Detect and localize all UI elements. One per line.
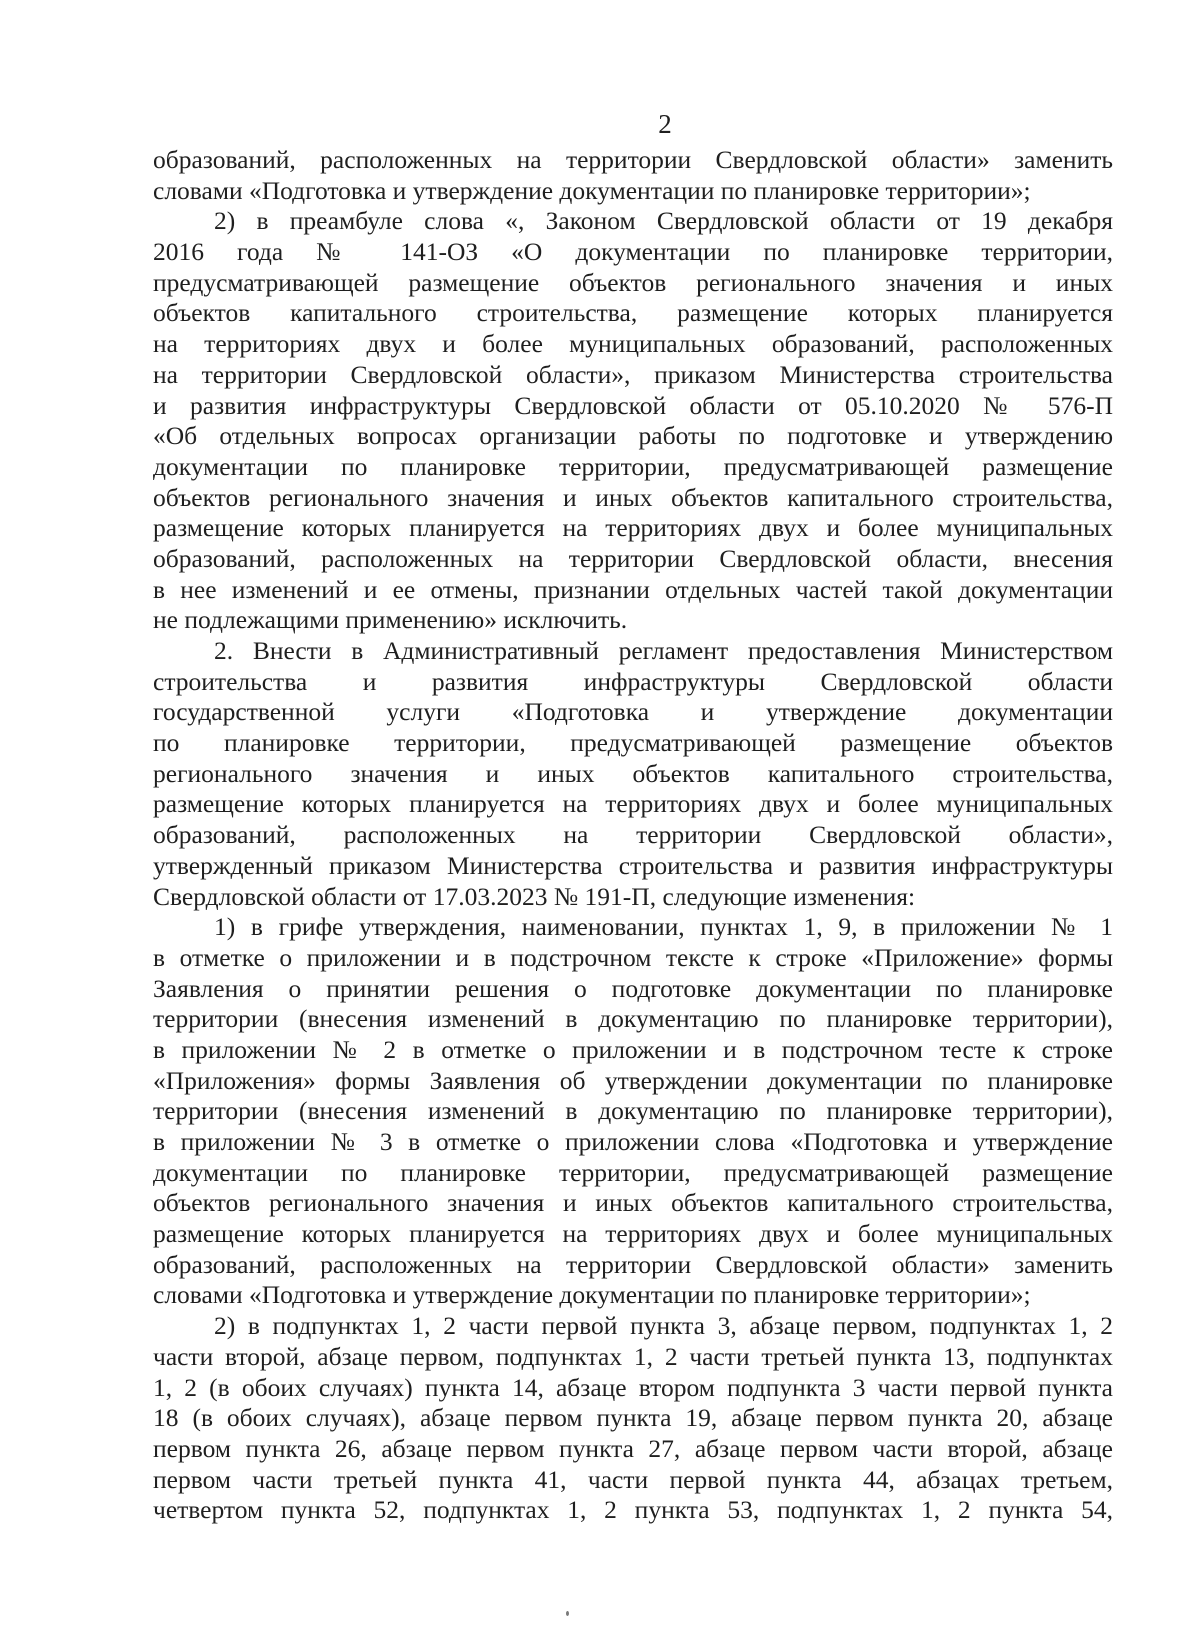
text-line: регионального значения и иных объектов капитального строительства, (153, 758, 1113, 788)
text-line: на территории Свердловской области», приказом Министерства строительства (153, 359, 1113, 389)
text-line: в приложении № 2 в отметке о приложении и в подстрочном тесте к строке (153, 1034, 1113, 1064)
text-line: в приложении № 3 в отметке о приложении слова «Подготовка и утверждение (153, 1127, 1113, 1156)
text-line: образований, расположенных на территории Свердловской области» заменить (153, 145, 1113, 174)
text-line: «Приложения» формы Заявления об утверждении документации по планировке (153, 1065, 1113, 1095)
text-line: документации по планировке территории, предусматривающей размещение (153, 451, 1113, 481)
page-number: 2 (658, 109, 672, 139)
text-line: в отметке о приложении и в подстрочном тексте к строке «Приложение» формы (153, 942, 1113, 972)
text-line: государственной услуги «Подготовка и утверждение документации (153, 697, 1113, 727)
text-line: документации по планировке территории, предусматривающей размещение (153, 1157, 1113, 1187)
text-line: образований, расположенных на территории Свердловской области, внесения (153, 543, 1113, 573)
text-line: размещение которых планируется на территориях двух и более муниципальных (153, 1219, 1113, 1249)
text-line: 1, 2 (в обоих случаях) пункта 14, абзаце втором подпункта 3 части первой пункта (153, 1372, 1113, 1402)
text-line: первом части третьей пункта 41, части первой пункта 44, абзацах третьем, (153, 1464, 1113, 1494)
text-line: 2. Внести в Административный регламент предоставления Министерством (214, 636, 1113, 665)
text-line: размещение которых планируется на территориях двух и более муниципальных (153, 789, 1113, 819)
text-line: образований, расположенных на территории Свердловской области» заменить (153, 1249, 1113, 1279)
text-line: 1) в грифе утверждения, наименовании, пунктах 1, 9, в приложении № 1 (214, 912, 1113, 942)
text-line: 2) в преамбуле слова «, Законом Свердловской области от 19 декабря (214, 206, 1113, 236)
text-line: «Об отдельных вопросах организации работы по подготовке и утверждению (153, 421, 1113, 451)
text-line: в нее изменений и ее отмены, признании отдельных частей такой документации (153, 574, 1113, 604)
text-line: части второй, абзаце первом, подпунктах 1, 2 части третьей пункта 13, подпунктах (153, 1341, 1113, 1371)
text-line: и развития инфраструктуры Свердловской области от 05.10.2020 № 576-П (153, 390, 1113, 420)
text-line: четвертом пункта 52, подпунктах 1, 2 пункта 53, подпунктах 1, 2 пункта 54, (153, 1495, 1113, 1525)
text-line: объектов капитального строительства, размещение которых планируется (153, 298, 1113, 328)
document-body (153, 145, 1113, 1526)
text-line: объектов регионального значения и иных объектов капитального строительства, (153, 482, 1113, 512)
text-line: словами «Подготовка и утверждение документации по планировке территории»; (153, 1280, 1031, 1310)
text-line: 2016 года № 141-ОЗ «О документации по планировке территории, (153, 237, 1113, 267)
text-line: не подлежащими применению» исключить. (153, 605, 628, 635)
text-line: территории (внесения изменений в документацию по планировке территории), (153, 1004, 1113, 1034)
text-line: 2) в подпунктах 1, 2 части первой пункта 3, абзаце первом, подпунктах 1, 2 (214, 1311, 1113, 1341)
text-line: 18 (в обоих случаях), абзаце первом пункта 19, абзаце первом пункта 20, абзаце (153, 1403, 1113, 1433)
text-line: утвержденный приказом Министерства строительства и развития инфраструктуры (153, 850, 1113, 880)
text-line: размещение которых планируется на территориях двух и более муниципальных (153, 513, 1113, 543)
text-line: территории (внесения изменений в документацию по планировке территории), (153, 1096, 1113, 1126)
text-line: по планировке территории, предусматривающей размещение объектов (153, 728, 1113, 758)
text-line: на территориях двух и более муниципальных образований, расположенных (153, 329, 1113, 359)
text-line: Заявления о принятии решения о подготовке документации по планировке (153, 973, 1113, 1003)
text-line: объектов регионального значения и иных объектов капитального строительства, (153, 1188, 1113, 1218)
text-line: Свердловской области от 17.03.2023 № 191-П, следующие изменения: (153, 881, 916, 911)
text-line: первом пункта 26, абзаце первом пункта 27, абзаце первом части второй, абзаце (153, 1433, 1113, 1463)
text-line: образований, расположенных на территории Свердловской области», (153, 820, 1113, 850)
text-line: строительства и развития инфраструктуры Свердловской области (153, 666, 1113, 696)
text-line: предусматривающей размещение объектов регионального значения и иных (153, 267, 1113, 297)
scan-speck (566, 1611, 569, 1616)
text-line: словами «Подготовка и утверждение документации по планировке территории»; (153, 175, 1031, 205)
